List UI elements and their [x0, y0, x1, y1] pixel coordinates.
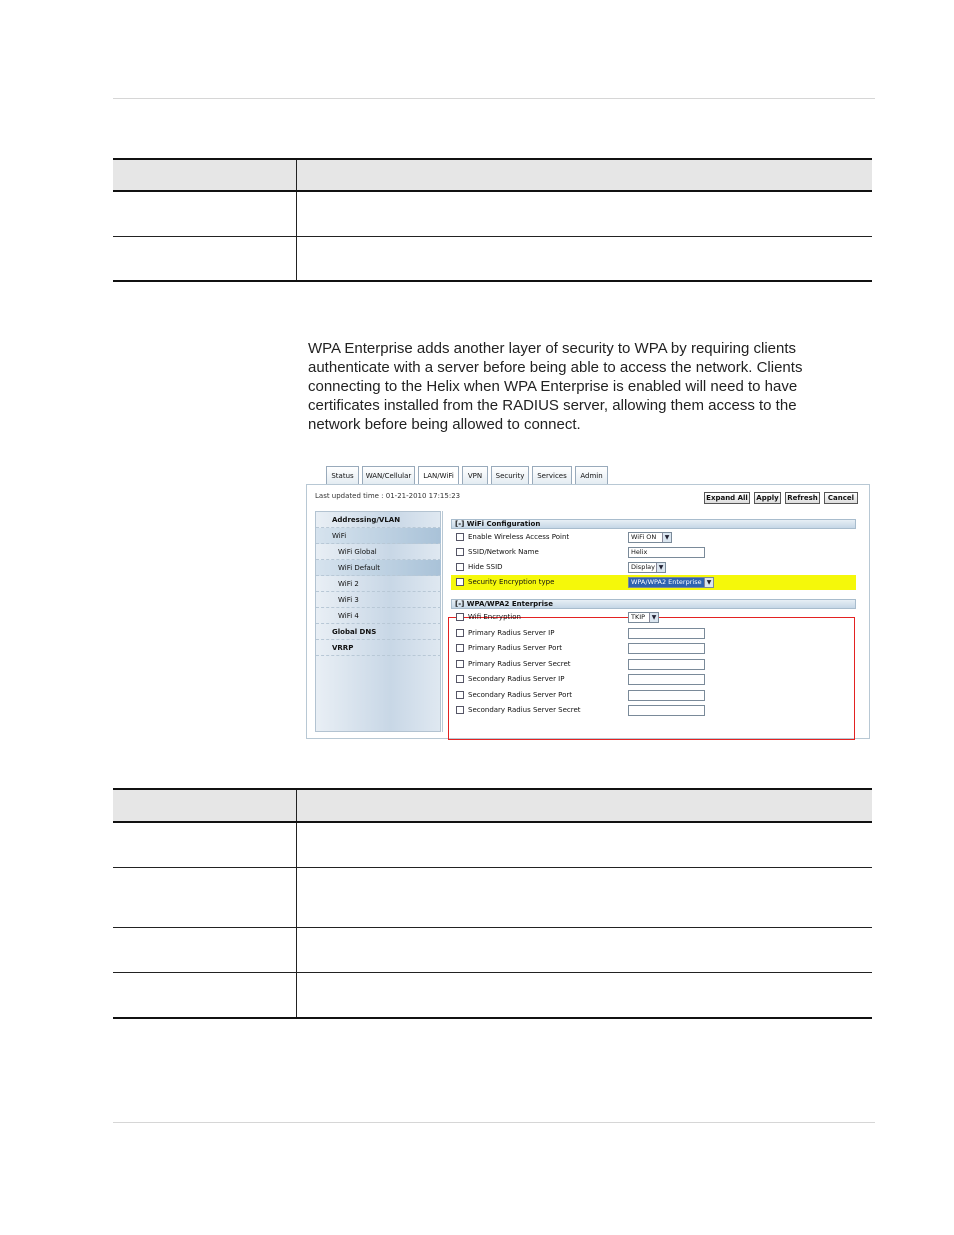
setting-label: Primary Radius Server Port	[468, 644, 563, 652]
wifi-config-header[interactable]: [-] WiFi Configuration	[451, 519, 856, 529]
chevron-down-icon: ▼	[704, 578, 713, 587]
checkbox[interactable]	[456, 578, 464, 586]
setting-label: Wifi Encryption	[468, 613, 521, 621]
table-header-cell	[113, 159, 296, 191]
table-cell	[296, 972, 872, 1018]
sidebar-item-wifi-default[interactable]: WiFi Default	[316, 560, 441, 576]
setting-label: Secondary Radius Server Secret	[468, 706, 581, 714]
setting-label: Enable Wireless Access Point	[468, 533, 570, 541]
setting-label: SSID/Network Name	[468, 548, 539, 556]
setting-label: Security Encryption type	[468, 578, 555, 586]
bottom-rule	[113, 1122, 875, 1123]
sidebar-item-vrrp[interactable]: VRRP	[316, 640, 441, 656]
sidebar-item-wifi-global[interactable]: WiFi Global	[316, 544, 441, 560]
tab-lan-wifi[interactable]: LAN/WiFi	[418, 466, 459, 485]
chevron-down-icon: ▼	[662, 533, 671, 542]
top-rule	[113, 98, 875, 99]
table-row	[113, 236, 872, 281]
checkbox[interactable]	[456, 613, 464, 621]
setting-label: Secondary Radius Server IP	[468, 675, 565, 683]
sidebar	[315, 511, 441, 732]
secondary-radius-ip-input[interactable]	[628, 674, 705, 685]
table-cell	[296, 867, 872, 927]
checkbox[interactable]	[456, 706, 464, 714]
table-cell	[113, 822, 296, 867]
content-panel	[306, 484, 870, 739]
table-cell	[296, 822, 872, 867]
table-cell	[113, 927, 296, 972]
primary-radius-ip-input[interactable]	[628, 628, 705, 639]
setting-row-secondary-radius-port	[451, 688, 856, 703]
refresh-button[interactable]: Refresh	[785, 492, 820, 504]
table-cell	[296, 236, 872, 281]
checkbox[interactable]	[456, 563, 464, 571]
setting-row-primary-radius-port	[451, 641, 856, 656]
sidebar-item-wifi-2[interactable]: WiFi 2	[316, 576, 441, 592]
router-ui-screenshot	[306, 466, 870, 739]
checkbox[interactable]	[456, 548, 464, 556]
table-cell	[113, 972, 296, 1018]
table-header-cell	[296, 789, 872, 822]
setting-label: Hide SSID	[468, 563, 503, 571]
setting-row-security-type	[451, 575, 856, 590]
table-row	[113, 867, 872, 927]
setting-row-wifi-encryption	[451, 610, 856, 625]
setting-label: Primary Radius Server Secret	[468, 660, 571, 668]
top-table	[113, 158, 872, 282]
checkbox[interactable]	[456, 675, 464, 683]
tab-admin[interactable]: Admin	[575, 466, 608, 484]
checkbox[interactable]	[456, 629, 464, 637]
table-row	[113, 822, 872, 867]
primary-radius-port-input[interactable]	[628, 643, 705, 654]
table-header-cell	[296, 159, 872, 191]
setting-row-hide-ssid	[451, 560, 856, 575]
bottom-table	[113, 788, 872, 1019]
chevron-down-icon: ▼	[656, 563, 665, 572]
table-row	[113, 972, 872, 1018]
ssid-input[interactable]: Helix	[628, 547, 705, 558]
setting-label: Secondary Radius Server Port	[468, 691, 573, 699]
checkbox[interactable]	[456, 533, 464, 541]
setting-label: Primary Radius Server IP	[468, 629, 555, 637]
sidebar-item-wifi[interactable]: WiFi	[316, 528, 441, 544]
table-header-row	[113, 159, 872, 191]
checkbox[interactable]	[456, 644, 464, 652]
table-header-row	[113, 789, 872, 822]
wifi-on-select[interactable]	[628, 532, 672, 543]
tab-vpn[interactable]: VPN	[462, 466, 488, 484]
wpa-enterprise-header[interactable]: [-] WPA/WPA2 Enterprise	[451, 599, 856, 609]
hide-ssid-select[interactable]	[628, 562, 666, 573]
description-paragraph: WPA Enterprise adds another layer of security to WPA by requiring clients authenticate with a server before being able to access the network. Clients connecting to the Helix when WPA Enterprise is enabled will need to have certificates installed from the RADIUS server, allowing them access to the network before being allowed to connect.	[308, 340, 803, 433]
wifi-encryption-select[interactable]	[628, 612, 659, 623]
checkbox[interactable]	[456, 660, 464, 668]
tab-status[interactable]: Status	[326, 466, 359, 484]
setting-row-primary-radius-ip	[451, 626, 856, 641]
select-value: WPA/WPA2 Enterprise	[631, 578, 702, 586]
sidebar-item-addressing-vlan[interactable]: Addressing/VLAN	[316, 512, 441, 528]
expand-all-button[interactable]: Expand All	[704, 492, 750, 504]
sidebar-item-global-dns[interactable]: Global DNS	[316, 624, 441, 640]
last-updated-text: Last updated time : 01-21-2010 17:15:23	[315, 492, 461, 500]
chevron-down-icon: ▼	[649, 613, 658, 622]
table-header-cell	[113, 789, 296, 822]
setting-row-secondary-radius-ip	[451, 672, 856, 687]
tab-wan-cellular[interactable]: WAN/Cellular	[362, 466, 415, 484]
table-cell	[113, 867, 296, 927]
apply-button[interactable]: Apply	[754, 492, 781, 504]
secondary-radius-port-input[interactable]	[628, 690, 705, 701]
setting-row-secondary-radius-secret	[451, 703, 856, 718]
settings-area	[442, 511, 860, 732]
select-value: TKIP	[631, 613, 646, 621]
security-type-select[interactable]	[628, 577, 714, 588]
table-row	[113, 927, 872, 972]
setting-row-enable-ap	[451, 530, 856, 545]
secondary-radius-secret-input[interactable]	[628, 705, 705, 716]
tab-services[interactable]: Services	[532, 466, 572, 484]
select-value: WiFi ON	[631, 533, 657, 541]
sidebar-item-wifi-4[interactable]: WiFi 4	[316, 608, 441, 624]
tab-security[interactable]: Security	[491, 466, 529, 484]
table-cell	[113, 191, 296, 236]
sidebar-item-wifi-3[interactable]: WiFi 3	[316, 592, 441, 608]
primary-radius-secret-input[interactable]	[628, 659, 705, 670]
table-cell	[296, 191, 872, 236]
cancel-button[interactable]: Cancel	[824, 492, 858, 504]
setting-row-primary-radius-secret	[451, 657, 856, 672]
table-cell	[296, 927, 872, 972]
table-cell	[113, 236, 296, 281]
setting-row-ssid	[451, 545, 856, 560]
select-value: Display	[631, 563, 655, 571]
checkbox[interactable]	[456, 691, 464, 699]
table-row	[113, 191, 872, 236]
